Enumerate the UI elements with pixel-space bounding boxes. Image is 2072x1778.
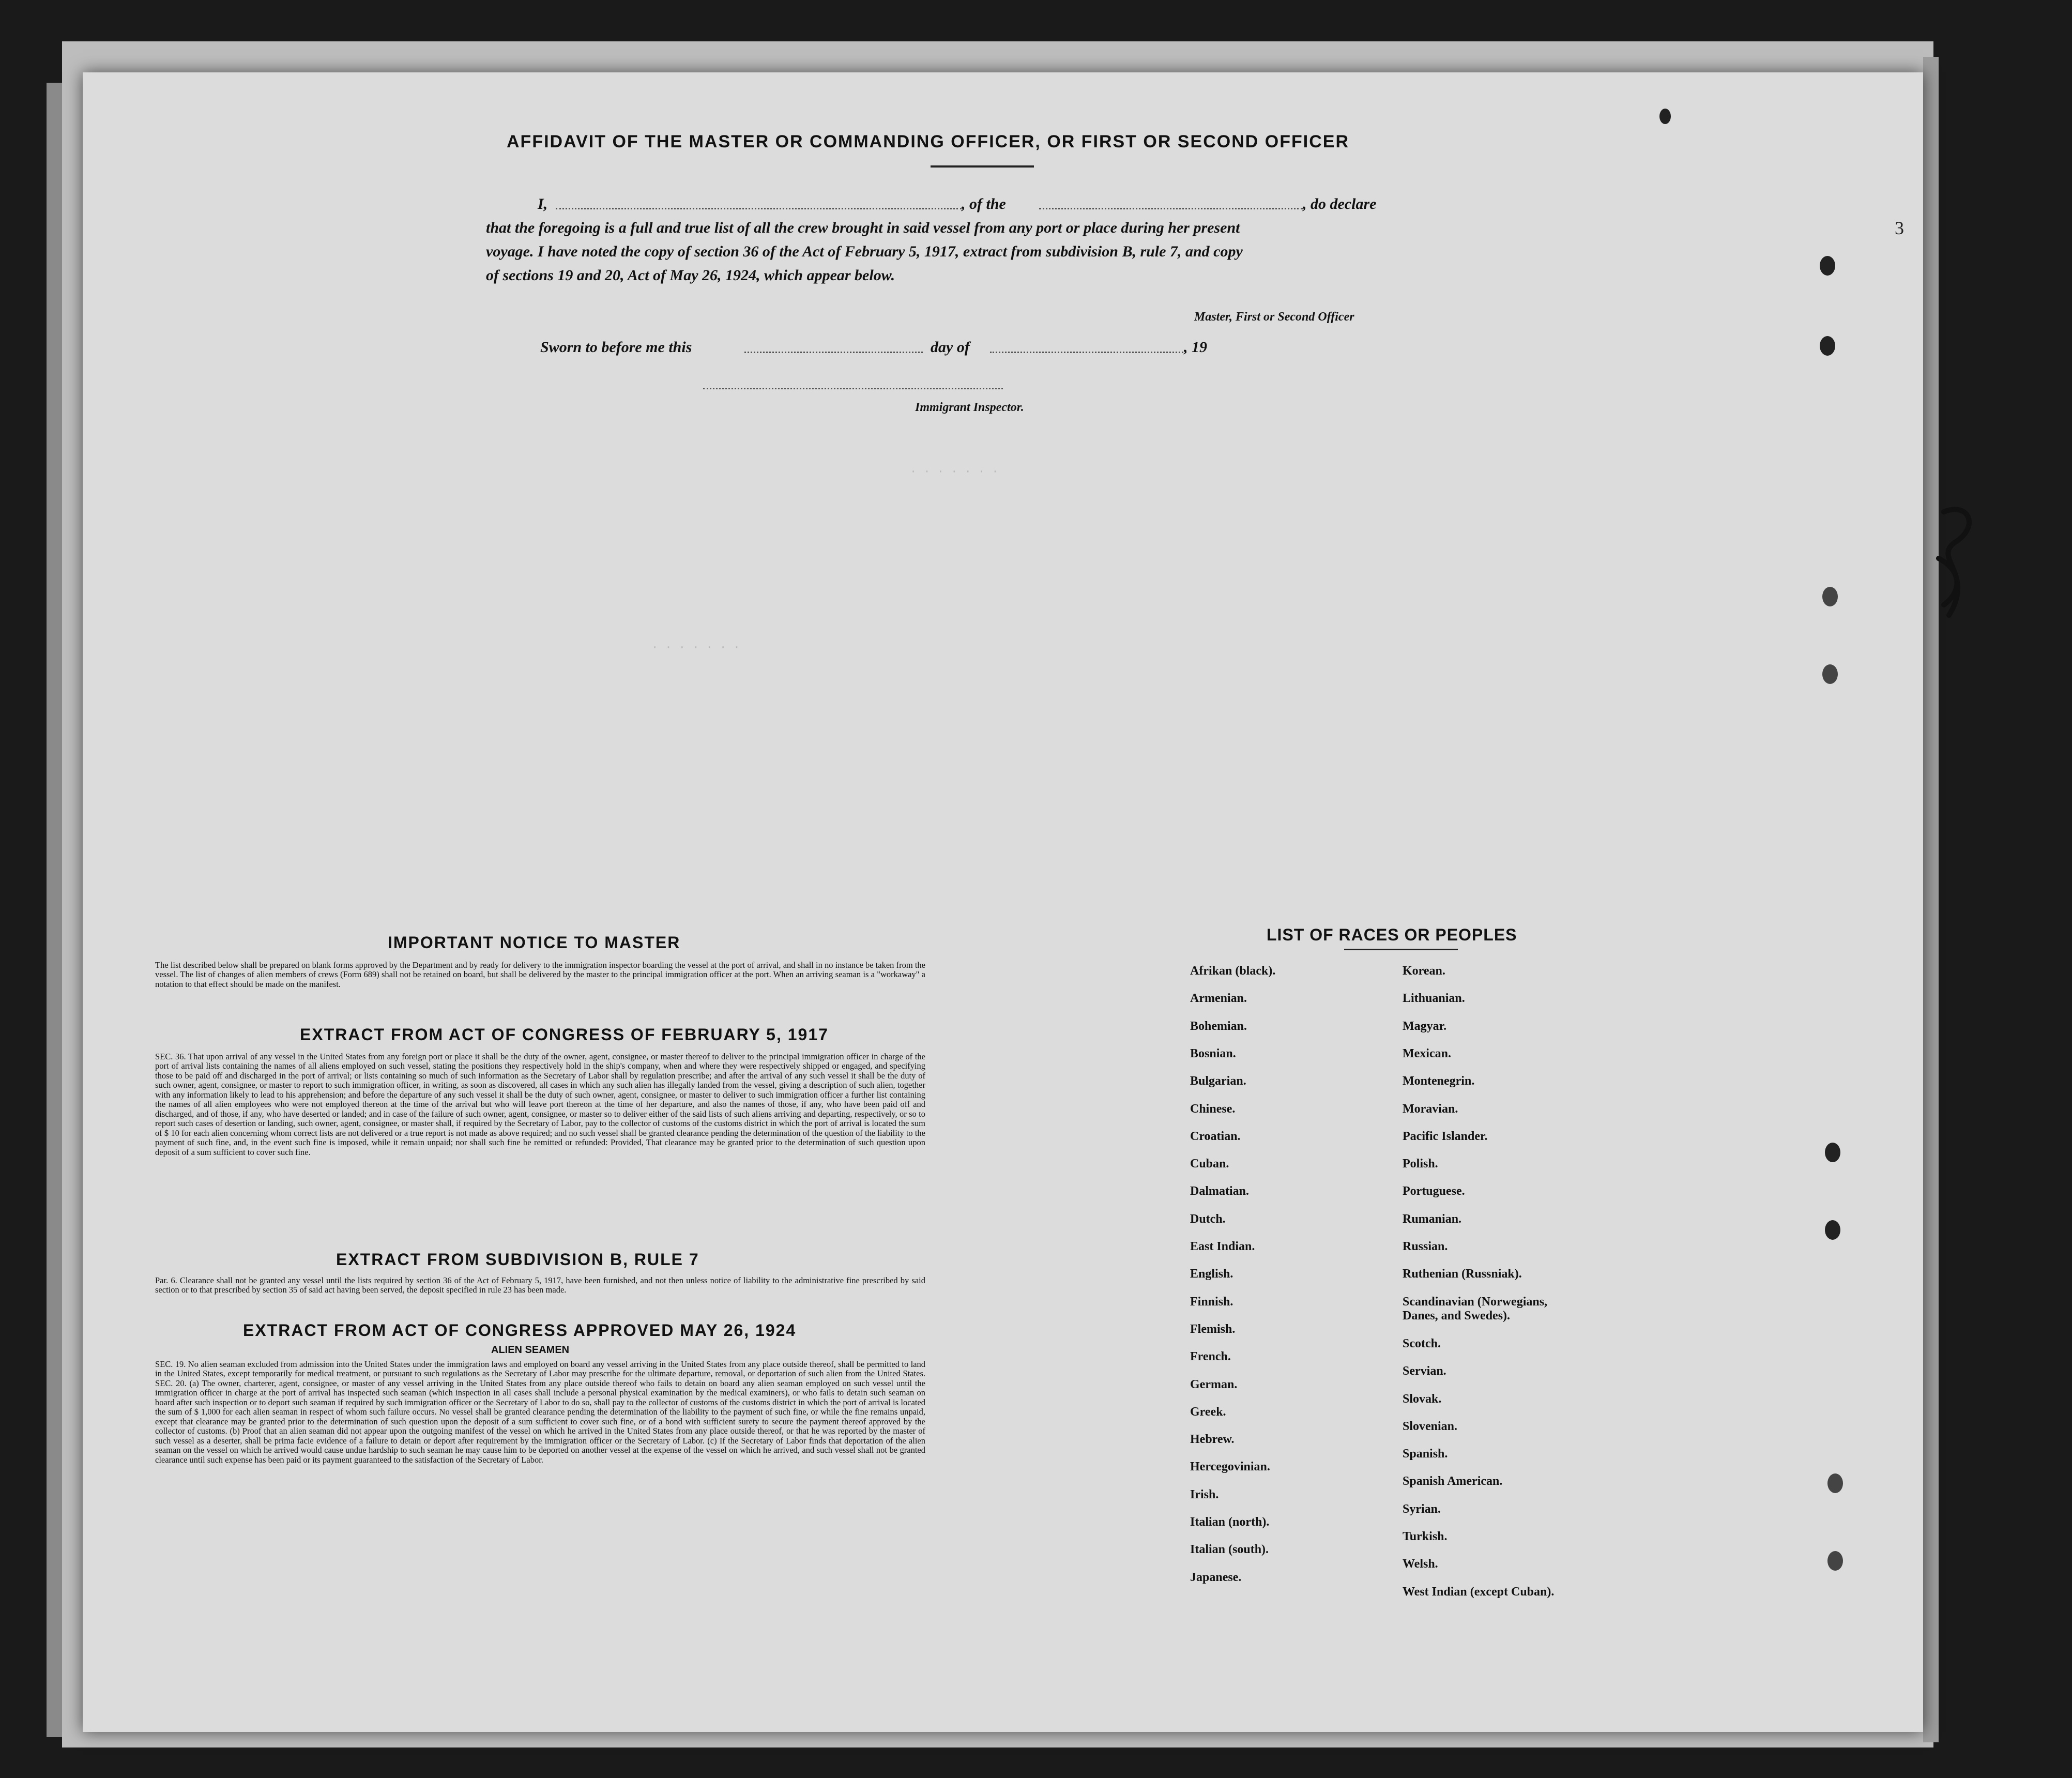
race-item: Finnish.: [1190, 1295, 1233, 1309]
race-item: Hebrew.: [1190, 1433, 1235, 1447]
race-item: Pacific Islander.: [1403, 1129, 1488, 1143]
notice-body: The list described below shall be prepared on blank forms approved by the Department and by ready for delivery to the immigration inspector boarding the vessel at the port of arrival, and shall in no instance be taken from the vessel. The list of changes of alien members of crews (Form 689) shall not be retained on board, but shall be delivered by the master to the principal immigration officer at the port. When an arriving seaman is a "workaway" a notation to that effect should be made on the manifest.: [155, 960, 925, 989]
race-item: Spanish American.: [1403, 1475, 1503, 1488]
vessel-name-line[interactable]: [1039, 208, 1303, 209]
race-item: Polish.: [1403, 1157, 1438, 1171]
race-item: Ruthenian (Russniak).: [1403, 1267, 1522, 1281]
race-item: Bulgarian.: [1190, 1074, 1246, 1088]
race-item: Portuguese.: [1403, 1184, 1465, 1198]
affidavit-line1-of: , of the: [962, 195, 1006, 212]
binder-hole: [1822, 664, 1838, 684]
affidavit-line1-i: I,: [538, 195, 548, 212]
race-item: Bohemian.: [1190, 1019, 1247, 1033]
race-item: Chinese.: [1190, 1102, 1236, 1116]
race-item: Japanese.: [1190, 1570, 1242, 1584]
year-label: , 19: [1184, 339, 1207, 356]
race-item: Armenian.: [1190, 992, 1247, 1006]
affidavit-line4: of sections 19 and 20, Act of May 26, 1924, which appear below.: [486, 267, 895, 284]
race-item: Scandinavian (Norwegians, Danes, and Swedes).: [1403, 1295, 1548, 1323]
race-item: Russian.: [1403, 1240, 1448, 1253]
notice-title: IMPORTANT NOTICE TO MASTER: [388, 933, 681, 952]
race-item: Servian.: [1403, 1364, 1446, 1378]
race-item: Irish.: [1190, 1487, 1219, 1501]
inspector-signature-line[interactable]: [703, 388, 1003, 389]
extract-1917-title: EXTRACT FROM ACT OF CONGRESS OF FEBRUARY 5, 1917: [300, 1025, 829, 1044]
race-item: Rumanian.: [1403, 1212, 1462, 1226]
master-signature-label: Master, First or Second Officer: [1194, 310, 1354, 324]
race-item: Cuban.: [1190, 1157, 1229, 1171]
bleed-through-row: · · · · · · ·: [651, 641, 740, 654]
binder-hole: [1825, 1220, 1840, 1240]
ink-blot: [1659, 109, 1671, 124]
binding-edge: [47, 83, 62, 1737]
race-item: Mexican.: [1403, 1046, 1451, 1060]
binder-hole: [1825, 1143, 1840, 1162]
extract-rule7-title: EXTRACT FROM SUBDIVISION B, RULE 7: [336, 1250, 699, 1269]
extract-rule7-body: Par. 6. Clearance shall not be granted any vessel until the lists required by section 36 of the Act of February 5, 1917, have been furnished, and not then unless notice of liability to the administrative fine prescribed by said section or to that prescribed by section 35 of said act having been served, the deposit specified in rule 23 has been made.: [155, 1275, 925, 1295]
race-item: Flemish.: [1190, 1322, 1236, 1336]
inspector-label: Immigrant Inspector.: [915, 401, 1024, 414]
race-item: Turkish.: [1403, 1530, 1448, 1543]
race-item: Afrikan (black).: [1190, 964, 1276, 978]
races-title: LIST OF RACES OR PEOPLES: [1267, 925, 1517, 944]
race-item: Italian (south).: [1190, 1543, 1269, 1557]
race-item: Greek.: [1190, 1405, 1226, 1419]
margin-digit: 3: [1895, 218, 1904, 238]
extract-1924-body: SEC. 19. No alien seaman excluded from admission into the United States under the immigration laws and employed on board any vessel arriving in the United States from any place outside thereof, shall be permitted to land in the United States, except temporarily for medical treatment, or pursuant to such regulations as the Secretary of Labor may prescribe for the ultimate departure, removal, or deportation of such alien from the United States. SEC. 20. (a) The owner, charterer, agent, consignee, or master of any vessel arriving in the United States from any place outside thereof who fails to detain on board any alien seaman employed on such vessel until the immigration officer in charge at the port of arrival has inspected such seaman (which inspection in all cases shall include a personal physical examination by the medical examiners), or who fails to detain such seaman on board after such inspection or to deport such seaman if required by such immigration officer or the Secretary of Labor to do so, shall pay to the collector of customs of the customs district in which the port of arrival is located the sum of $ 1,000 for each alien seaman in respect of whom such failure occurs. No vessel shall be granted clearance pending the determination of the liability to the payment of such fine, or while the fine remains unpaid, except that clearance may be granted prior to the determination of such question upon the deposit of a sum sufficient to cover such fine, or of a bond with sufficient surety to secure the payment thereof approved by the collector of customs. (b) Proof that an alien seaman did not appear upon the outgoing manifest of the vessel on which he arrived in the United States from any place outside thereof, or that he was reported by the master of such vessel as a deserter, shall be prima facie evidence of a failure to detain or deport after requirement by the immigration officer or the Secretary of Labor. (c) If the Secretary of Labor finds that deportation of the alien seaman on the vessel on which he arrived would cause undue hardship to such seaman he may cause him to be deported on another vessel at the expense of the vessel on which he arrived, and such vessel shall not be granted clearance until such expense has been paid or its payment guaranteed to the satisfaction of the Secretary of Labor.: [155, 1359, 925, 1465]
race-item: Magyar.: [1403, 1019, 1447, 1033]
binder-hole: [1827, 1473, 1843, 1493]
affidavit-title: AFFIDAVIT OF THE MASTER OR COMMANDING OFFICER, OR FIRST OR SECOND OFFICER: [507, 132, 1349, 151]
race-item: Spanish.: [1403, 1447, 1448, 1461]
title-underline: [931, 165, 1034, 168]
race-item: Korean.: [1403, 964, 1445, 978]
race-item: Dalmatian.: [1190, 1184, 1249, 1198]
pencil-mark: [1913, 496, 1985, 631]
race-item: West Indian (except Cuban).: [1403, 1585, 1555, 1599]
race-item: Slovenian.: [1403, 1419, 1458, 1433]
document-page: [83, 72, 1923, 1732]
race-item: East Indian.: [1190, 1240, 1255, 1253]
affidavit-line3: voyage. I have noted the copy of section 36 of the Act of February 5, 1917, extract from subdivision B, rule 7, and copy: [486, 243, 1243, 260]
races-title-underline: [1344, 949, 1458, 950]
sworn-label: Sworn to before me this: [540, 339, 692, 356]
day-of-label: day of: [931, 339, 970, 356]
binder-hole: [1820, 256, 1835, 276]
alien-seamen-subtitle: ALIEN SEAMEN: [491, 1344, 570, 1356]
binder-hole: [1827, 1551, 1843, 1571]
race-item: Syrian.: [1403, 1502, 1441, 1516]
race-item: German.: [1190, 1377, 1238, 1391]
affidavit-line1-declare: , do declare: [1303, 195, 1377, 212]
race-item: Lithuanian.: [1403, 992, 1465, 1006]
race-item: Dutch.: [1190, 1212, 1226, 1226]
race-item: Italian (north).: [1190, 1515, 1270, 1529]
race-item: Montenegrin.: [1403, 1074, 1475, 1088]
race-item: Scotch.: [1403, 1336, 1441, 1350]
sworn-month-line[interactable]: [990, 352, 1186, 353]
affidavit-line2: that the foregoing is a full and true list of all the crew brought in said vessel from any port or place during her present: [486, 219, 1240, 236]
extract-1924-title: EXTRACT FROM ACT OF CONGRESS APPROVED MAY 26, 1924: [243, 1321, 797, 1340]
binder-hole: [1822, 587, 1838, 606]
binder-hole: [1820, 336, 1835, 356]
race-item: Bosnian.: [1190, 1046, 1236, 1060]
race-item: Slovak.: [1403, 1392, 1442, 1406]
race-item: English.: [1190, 1267, 1233, 1281]
page-stack-edge: [1923, 57, 1939, 1742]
race-item: Croatian.: [1190, 1129, 1241, 1143]
extract-1917-body: SEC. 36. That upon arrival of any vessel in the United States from any foreign port or place it shall be the duty of the owner, agent, consignee, or master thereof to deliver to the principal immigration officer in charge of the port of arrival lists containing the names of all aliens employed on such vessel, stating the positions they respectively hold in the ship's company, when and where they were respectively shipped or engaged, and specifying those to be paid off and discharged in the port of arrival; or lists containing so much of such information as the Secretary of Labor shall by regulation prescribe; and after the arrival of any such vessel it shall be the duty of such owner, agent, consignee, or master to report to such immigration officer, in writing, as soon as discovered, all cases in which any such alien has illegally landed from the vessel, giving a description of such alien, together with any information likely to lead to his apprehension; and before the departure of any such vessel it shall be the duty of such owner, agent, consignee, or master to deliver to such immigration officer a further list containing the names of all alien employees who were not employed thereon at the time of the arrival but who will leave port thereon at the time of her departure, and also the names of those, if any, who have been paid off and discharged, and of those, if any, who have deserted or landed; and in case of the failure of such owner, agent, consignee, or master so to deliver either of the said lists of such aliens arriving and departing, respectively, or so to report such cases of desertion or landing, such owner, agent, consignee, or master shall, if required by the Secretary of Labor, pay to the collector of customs of the customs district in which the port of arrival is located the sum of $ 10 for each alien concerning whom correct lists are not delivered or a true report is not made as above required; and no such vessel shall be granted clearance pending the determination of the question of the liability to the payment of such fine, and, in the event such fine is imposed, while it remain unpaid; nor shall such fine be remitted or refunded: Provided, That clearance may be granted prior to the determination of such question upon deposit of a sum sufficient to cover such fine.: [155, 1052, 925, 1157]
master-name-line[interactable]: [556, 208, 962, 209]
race-item: French.: [1190, 1350, 1231, 1364]
sworn-day-line[interactable]: [744, 352, 923, 353]
race-item: Welsh.: [1403, 1557, 1438, 1571]
race-item: Moravian.: [1403, 1102, 1458, 1116]
bleed-through-row: · · · · · · ·: [910, 465, 999, 478]
race-item: Hercegovinian.: [1190, 1460, 1270, 1474]
